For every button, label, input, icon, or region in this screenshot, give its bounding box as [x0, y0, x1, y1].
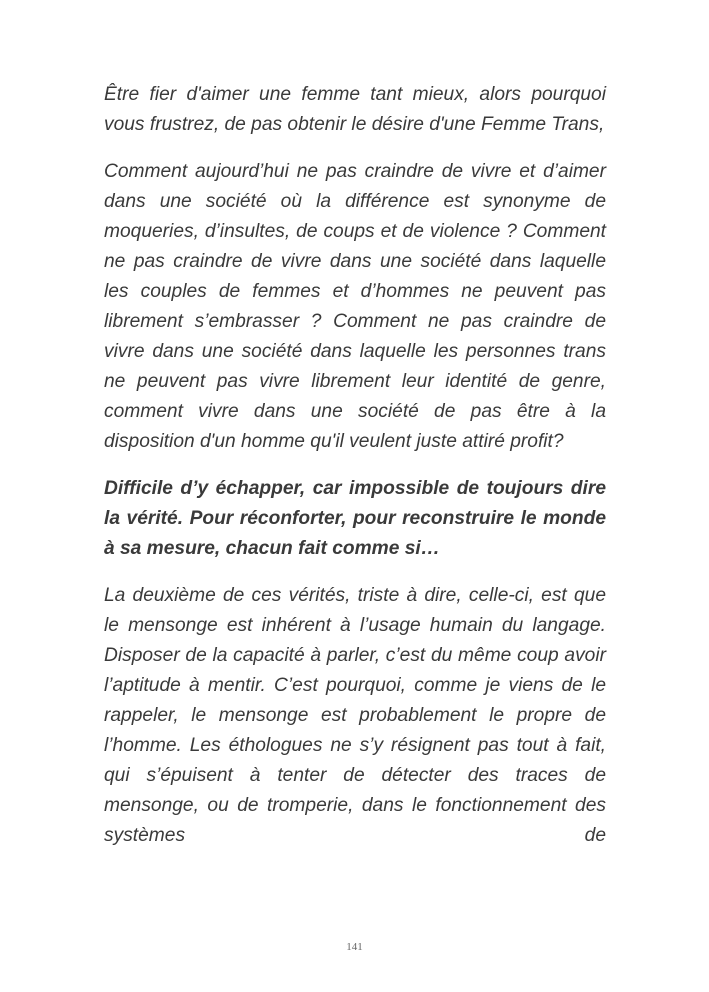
page-body: [104, 80, 606, 868]
paragraph-femme-trans: Être fier d'aimer une femme tant mieux, alors pourquoi vous frustrez, de pas obtenir le désire d'une Femme Trans,: [104, 84, 606, 135]
paragraph-craindre-de-vivre: Comment aujourd’hui ne pas craindre de vivre et d’aimer dans une société où la différence est synonyme de moqueries, d’insultes, de coups et de violence ? Comment ne pas craindre de vivre dans une société dans laquelle les couples de femmes et d’hommes ne peuvent pas librement s’embrasser ? Comment ne pas craindre de vivre dans une société dans laquelle les personnes trans ne peuvent pas vivre librement leur identité de genre, comment vivre dans une société de pas être à la disposition d'un homme qu'il veulent juste attiré profit?: [104, 161, 606, 452]
page-number: 141: [346, 941, 363, 953]
paragraph-difficile-echapper: Difficile d’y échapper, car impossible de toujours dire la vérité. Pour réconforter, pour reconstruire le monde à sa mesure, chacun fait comme si…: [104, 478, 606, 559]
paragraph-deuxieme-verite: La deuxième de ces vérités, triste à dire, celle-ci, est que le mensonge est inhérent à l’usage humain du langage. Disposer de la capacité à parler, c’est du même coup avoir l’aptitude à mentir. C’est pourquoi, comme je viens de le rappeler, le mensonge est probablement le propre de l’homme. Les éthologues ne s’y résignent pas tout à fait, qui s’épuisent à tenter de détecter des traces de mensonge, ou de tromperie, dans le fonctionnement des systèmes de: [104, 585, 606, 846]
